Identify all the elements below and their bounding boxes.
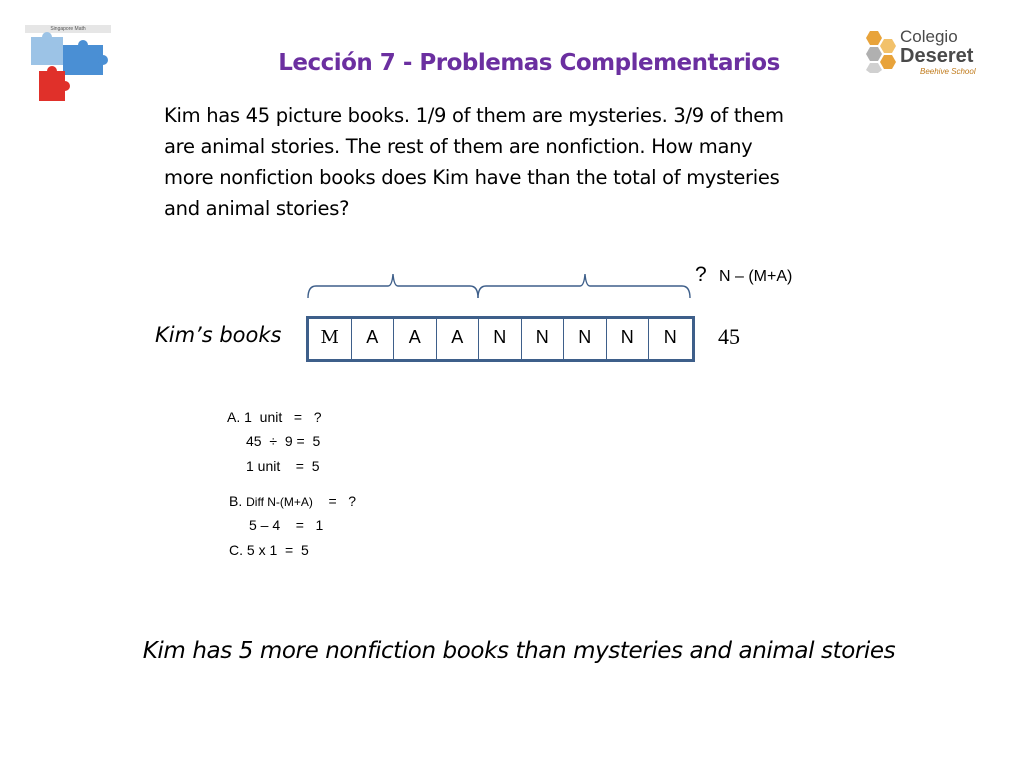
logo-tagline: Beehive School [920, 67, 976, 76]
problem-line: more nonfiction books does Kim have than the total of mysteries [164, 166, 780, 189]
step-a-division: 45 ÷ 9 = 5 [246, 433, 321, 449]
logo-caption: Singapore Math [25, 25, 111, 33]
page-title: Lección 7 - Problemas Complementarios [278, 50, 780, 76]
tape-label: Kim’s books [155, 323, 282, 347]
question-mark: ? [695, 263, 707, 286]
tape-cell-nonfiction: N [479, 319, 522, 359]
colegio-deseret-logo [860, 25, 1002, 77]
tape-cell-animal: A [352, 319, 395, 359]
tape-total: 45 [718, 324, 740, 349]
tape-cell-animal: A [437, 319, 480, 359]
step-b-question [229, 493, 356, 509]
step-a-question: A. 1 unit = ? [227, 409, 322, 425]
step-a-result: 1 unit = 5 [246, 458, 320, 474]
step-b-label: Diff N-(M+A) [246, 495, 313, 509]
tape-cell-nonfiction: N [564, 319, 607, 359]
bracket-diagram [300, 268, 700, 304]
step-b-suffix: = ? [312, 493, 357, 509]
tape-cell-nonfiction: N [522, 319, 565, 359]
honeycomb-icon [860, 29, 900, 73]
problem-line: and animal stories? [164, 197, 350, 220]
step-b-prefix: B. [229, 493, 247, 509]
tape-cell-nonfiction: N [607, 319, 650, 359]
difference-formula: N – (M+A) [719, 268, 793, 285]
problem-line: Kim has 45 picture books. 1/9 of them are mysteries. 3/9 of them [164, 104, 784, 127]
step-c-result: C. 5 x 1 = 5 [229, 542, 309, 558]
conclusion-statement: Kim has 5 more nonfiction books than mysteries and animal stories [142, 638, 896, 664]
tape-diagram [306, 316, 695, 362]
tape-cell-animal: A [394, 319, 437, 359]
tape-cell-mystery: M [309, 319, 352, 359]
brace-right [478, 274, 690, 298]
problem-statement [164, 100, 864, 224]
brace-left [308, 274, 478, 298]
tape-cell-nonfiction: N [663, 326, 677, 347]
logo-word-colegio: Colegio [900, 27, 958, 46]
step-b-result: 5 – 4 = 1 [249, 517, 324, 533]
problem-line: are animal stories. The rest of them are nonfiction. How many [164, 135, 753, 158]
logo-word-deseret: Deseret [900, 45, 974, 67]
